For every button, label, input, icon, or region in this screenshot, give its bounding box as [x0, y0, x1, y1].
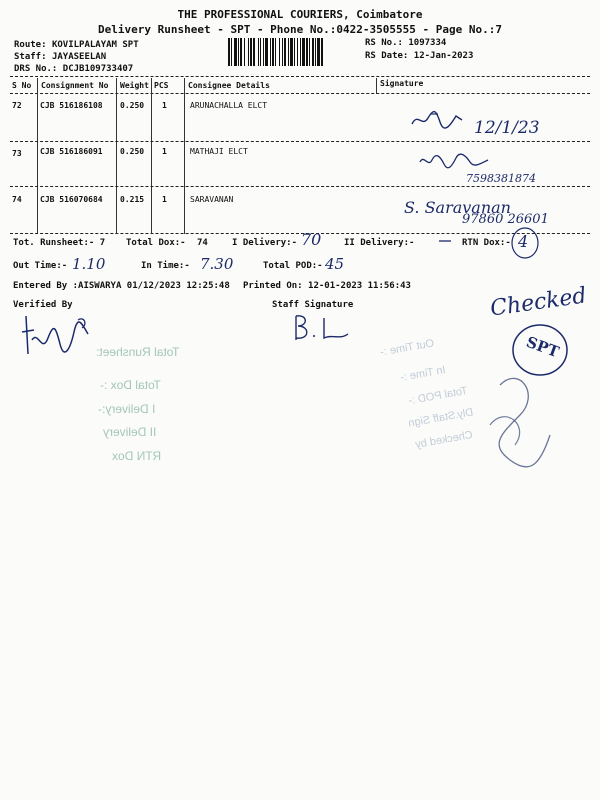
- row-rule: [10, 141, 590, 142]
- total-pod-handwritten: 45: [325, 255, 345, 273]
- in-time-label: In Time:-: [141, 261, 190, 271]
- row-sno: 74: [12, 195, 22, 204]
- verified-by-label: Verified By: [13, 300, 73, 310]
- total-pod-label: Total POD:-: [263, 261, 323, 271]
- i-delivery-handwritten: 70: [301, 230, 322, 249]
- col-divider: [376, 78, 377, 94]
- ii-delivery-label: II Delivery:-: [344, 238, 415, 248]
- entered-by: Entered By :AISWARYA 01/12/2023 12:25:48: [13, 281, 230, 291]
- total-dox-value: 74: [197, 238, 208, 248]
- row-consignment: CJB 516186091: [40, 147, 103, 156]
- i-delivery-label: I Delivery:-: [232, 238, 298, 248]
- bleed-text: RTN Dox: [112, 449, 162, 463]
- total-dox-label: Total Dox:-: [126, 238, 186, 248]
- rs-date-line: [365, 51, 473, 61]
- row-consignee: MATHAJI ELCT: [190, 147, 248, 156]
- runsheet-title: Delivery Runsheet - SPT - Phone No.:0422-3505555 - Page No.:7: [98, 23, 502, 36]
- row3-phone-handwritten: 97860 26601: [462, 212, 549, 227]
- spt-stamp-text: SPT: [523, 332, 562, 362]
- table-header-rule: [10, 93, 590, 94]
- in-time-handwritten: 7.30: [200, 255, 234, 273]
- col-divider: [116, 78, 117, 234]
- staff-line: [14, 52, 106, 62]
- rs-date-label: RS Date:: [365, 51, 409, 61]
- col-consignee: Consignee Details: [188, 81, 270, 90]
- row2-signature: [418, 152, 498, 170]
- bleed-text: Checked by: [414, 429, 474, 451]
- drs-line: [14, 64, 133, 74]
- row-rule: [10, 186, 590, 187]
- tot-runsheet: Tot. Runsheet:- 7: [13, 238, 106, 248]
- row-sno: 72: [12, 101, 22, 110]
- bleed-text: II Delivery: [103, 425, 157, 439]
- route-line: [14, 40, 139, 50]
- col-pcs: PCS: [154, 81, 169, 90]
- row-sno: 73: [12, 149, 22, 158]
- row2-phone-handwritten: 7598381874: [466, 172, 536, 185]
- bleed-text: Total Runsheet:: [96, 345, 180, 359]
- row-consignment: CJB 516186108: [40, 101, 103, 110]
- table-top-rule: [10, 76, 590, 77]
- bleed-text: Total Dox :-: [100, 378, 161, 392]
- drs-value: DCJB109733407: [62, 64, 134, 74]
- rtn-dox-label: RTN Dox:-: [462, 238, 511, 248]
- row-weight: 0.250: [120, 147, 145, 156]
- col-sno: S No: [12, 81, 32, 90]
- row3-name-handwritten: S. Saravanan: [404, 198, 511, 217]
- barcode: [228, 38, 358, 66]
- bleed-text: Out Time :-: [379, 337, 436, 359]
- row-consignment: CJB 516070684: [40, 195, 103, 204]
- row-pcs: 1: [162, 147, 167, 156]
- staff-value: JAYASEELAN: [51, 52, 107, 62]
- rs-no-value: 1097334: [408, 38, 447, 48]
- ii-delivery-dash: [438, 238, 452, 244]
- row-weight: 0.250: [120, 101, 145, 110]
- staff-signature: [292, 312, 352, 344]
- staff-signature-label: Staff Signature: [272, 300, 354, 310]
- col-weight: Weight: [120, 81, 149, 90]
- row-rule: [10, 233, 590, 234]
- out-time-label: Out Time:-: [13, 261, 68, 271]
- row1-date-handwritten: 12/1/23: [474, 118, 540, 138]
- col-divider: [37, 78, 38, 234]
- bleed-signature-scribble: [480, 365, 560, 475]
- row-consignee: ARUNACHALLA ELCT: [190, 101, 268, 110]
- route-label: Route:: [14, 40, 47, 50]
- company-title: THE PROFESSIONAL COURIERS, Coimbatore: [177, 8, 423, 21]
- col-divider: [184, 78, 185, 234]
- route-value: KOVILPALAYAM SPT: [51, 40, 139, 50]
- col-consignment: Consignment No: [41, 81, 109, 90]
- bleed-text: I Delivery:-: [98, 402, 156, 416]
- bleed-text: Total POD :-: [407, 384, 469, 408]
- rs-no-line: [365, 38, 446, 48]
- bleed-text: Dly.Staff Sign: [407, 406, 475, 430]
- rs-no-label: RS No.:: [365, 38, 403, 48]
- row-pcs: 1: [162, 101, 167, 110]
- row-weight: 0.215: [120, 195, 145, 204]
- rtn-dox-handwritten: 4: [518, 232, 529, 251]
- drs-label: DRS No.:: [14, 64, 58, 74]
- out-time-handwritten: 1.10: [72, 255, 106, 273]
- col-signature: Signature: [380, 79, 424, 88]
- row1-signature: [410, 108, 470, 132]
- row-pcs: 1: [162, 195, 167, 204]
- printed-on: Printed On: 12-01-2023 11:56:43: [243, 281, 411, 291]
- row-consignee: SARAVANAN: [190, 195, 234, 204]
- staff-label: Staff:: [14, 52, 47, 62]
- checked-signature: Checked: [488, 283, 589, 322]
- col-divider: [151, 78, 152, 234]
- bleed-text: In Time :-: [399, 364, 447, 384]
- verified-signature: [18, 310, 98, 368]
- rs-date-value: 12-Jan-2023: [413, 51, 474, 61]
